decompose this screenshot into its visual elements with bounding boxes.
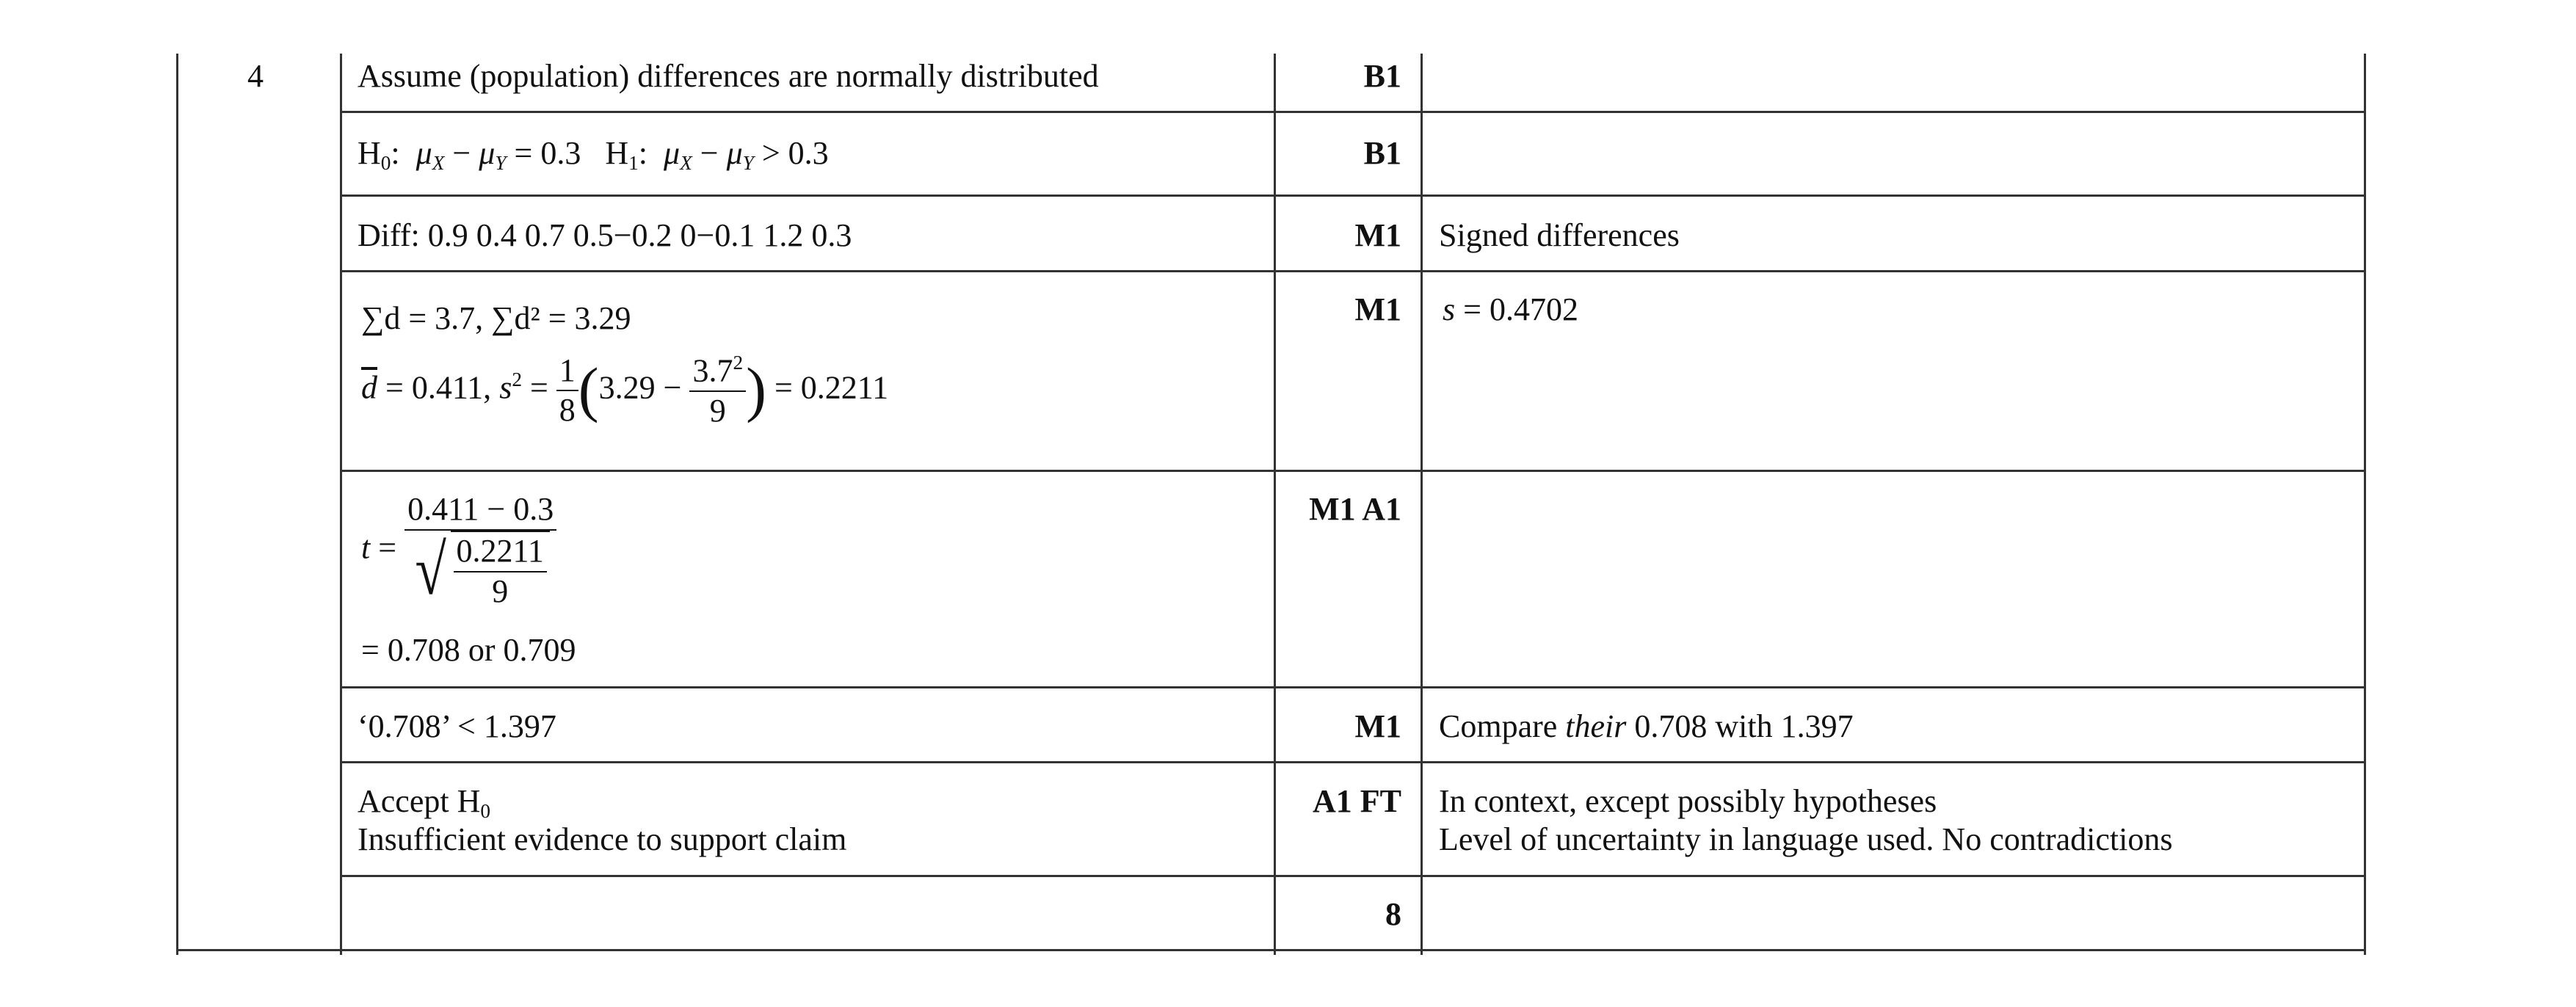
answer-assumption: Assume (population) differences are normally distributed <box>358 58 1099 94</box>
table-right-border <box>2364 54 2366 955</box>
mark-m1-a1-t-statistic: M1 A1 <box>1309 491 1401 527</box>
guidance-context: In context, except possibly hypotheses <box>1439 783 1937 819</box>
guidance-standard-deviation: s = 0.4702 <box>1443 291 1578 327</box>
mark-b1-hypotheses: B1 <box>1363 135 1401 171</box>
mark-m1-variance: M1 <box>1354 291 1401 327</box>
mark-m1-differences: M1 <box>1354 217 1401 253</box>
row-divider <box>340 686 2366 688</box>
row-divider <box>340 270 2366 272</box>
mark-m1-comparison: M1 <box>1354 708 1401 744</box>
answer-insufficient-evidence: Insufficient evidence to support claim <box>358 821 847 857</box>
answer-t-statistic: t = 0.411 − 0.3 √ $\frac{0.2211}{9}$ <box>361 490 556 611</box>
answer-hypotheses: H0: $\mu_X - \mu_Y = 0.3$ H1: $\mu_X - \mu_Y > 0.3$ <box>358 135 829 175</box>
table-bottom-border <box>176 949 2366 951</box>
fraction-sum-squared: $\frac{3.7^2}{9}$ <box>689 351 746 431</box>
table-left-border <box>176 54 178 955</box>
answer-comparison: ‘0.708’ < 1.397 <box>358 708 556 744</box>
answer-accept-h0: Accept H0 <box>358 783 491 823</box>
answer-sums: ∑d = 3.7, ∑d² = 3.29 <box>361 300 631 336</box>
column-divider-guidance <box>1421 54 1423 955</box>
square-root: √ $\frac{0.2211}{9}$ <box>411 531 550 611</box>
column-divider-answer <box>340 54 342 955</box>
row-divider <box>340 111 2366 113</box>
fraction-t-statistic: 0.411 − 0.3 √ $\frac{0.2211}{9}$ <box>404 490 556 611</box>
answer-differences: Diff: 0.9 0.4 0.7 0.5−0.2 0−0.1 1.2 0.3 <box>358 217 852 253</box>
mark-b1-assumption: B1 <box>1363 58 1401 94</box>
guidance-compare: Compare their 0.708 with 1.397 <box>1439 708 1854 744</box>
row-divider <box>340 761 2366 763</box>
guidance-signed-differences: Signed differences <box>1439 217 1680 253</box>
answer-mean-variance: $\overline{d} = 0.411$, $s^2$ = $\frac{1}{8}$ (3.29 − $\frac{3.7^2}{9}$ ) = 0.2211 <box>361 351 888 431</box>
mark-a1ft-conclusion: A1 FT <box>1313 783 1401 819</box>
guidance-uncertainty: Level of uncertainty in language used. No contradictions <box>1439 821 2173 857</box>
row-divider <box>340 195 2366 197</box>
row-divider <box>340 470 2366 472</box>
question-number: 4 <box>247 58 264 94</box>
row-divider <box>340 875 2366 877</box>
fraction-one-eighth: $\frac{1}{8}$ <box>556 352 578 431</box>
answer-t-result: = 0.708 or 0.709 <box>361 632 576 668</box>
column-divider-marks <box>1274 54 1276 955</box>
total-marks: 8 <box>1385 896 1401 932</box>
